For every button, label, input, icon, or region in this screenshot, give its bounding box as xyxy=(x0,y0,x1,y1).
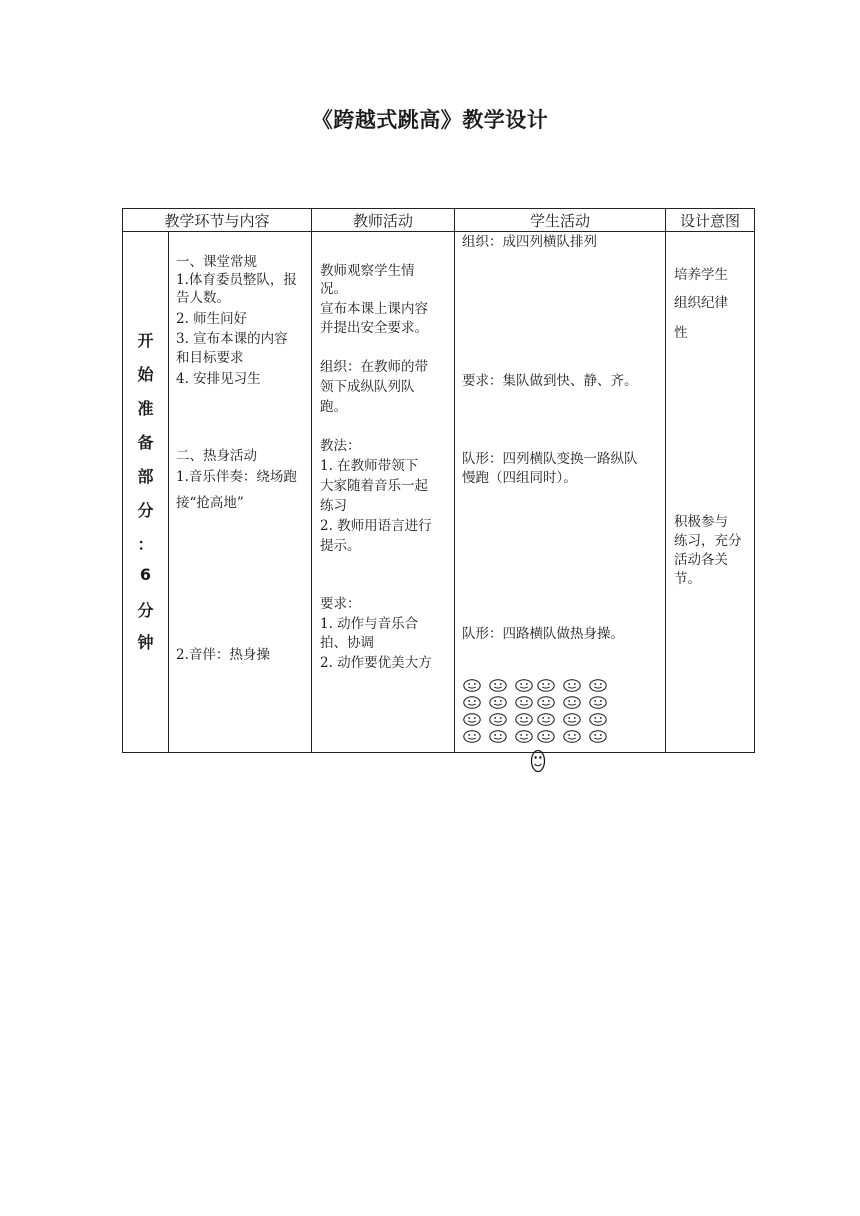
smiley-icon xyxy=(589,730,607,743)
student-cell xyxy=(455,232,666,753)
smiley-icon xyxy=(463,730,481,743)
intent-line: 积极参与 xyxy=(674,514,729,530)
student-line: 队形：四路横队做热身操。 xyxy=(462,626,625,642)
student-line: 慢跑（四组同时）。 xyxy=(462,470,577,486)
content-line: 4. 安排见习生 xyxy=(176,371,261,387)
intent-line: 培养学生 xyxy=(674,267,729,283)
table-header-row xyxy=(123,209,755,232)
content-line: 2. 师生问好 xyxy=(176,311,248,327)
teacher-line: 提示。 xyxy=(320,538,361,554)
smiley-icon xyxy=(463,696,481,709)
teacher-line: 1. 动作与音乐合 xyxy=(320,616,419,632)
teacher-cell xyxy=(312,232,455,753)
smiley-icon xyxy=(563,713,581,726)
content-line: 1.音乐伴奏：绕场跑 xyxy=(176,469,297,485)
smiley-icon xyxy=(563,696,581,709)
content-line: 二、热身活动 xyxy=(176,448,257,464)
section-char: ： xyxy=(137,535,154,554)
smiley-icon xyxy=(489,696,507,709)
intent-line: 性 xyxy=(674,325,688,341)
teacher-line: 拍、协调 xyxy=(320,635,375,651)
intent-line: 活动各关 xyxy=(674,552,729,568)
smiley-icon xyxy=(563,730,581,743)
teacher-line: 并提出安全要求。 xyxy=(320,320,429,336)
content-line: 和目标要求 xyxy=(176,350,244,366)
teacher-smiley-icon xyxy=(530,749,546,773)
section-char: 始 xyxy=(137,365,154,384)
content-line: 告人数。 xyxy=(176,290,230,306)
teacher-line: 要求： xyxy=(320,596,361,612)
student-line: 队形：四列横队变换一路纵队 xyxy=(462,451,638,467)
formation-row xyxy=(463,696,615,713)
document-title: 《跨越式跳高》教学设计 xyxy=(311,108,549,132)
section-char: 开 xyxy=(137,331,154,350)
smiley-icon xyxy=(515,696,533,709)
smiley-icon xyxy=(563,679,581,692)
teacher-line: 1. 在教师带领下 xyxy=(320,458,419,474)
formation-row xyxy=(463,730,615,747)
content-line: 接“抢高地” xyxy=(176,495,244,511)
content-line: 1.体育委员整队，报 xyxy=(176,272,297,288)
teacher-line: 教师观察学生情 xyxy=(320,263,415,279)
section-char: 分 xyxy=(137,501,154,520)
intent-cell xyxy=(666,232,755,753)
student-line: 组织：成四列横队排列 xyxy=(462,234,598,250)
student-formation xyxy=(463,679,615,747)
teacher-line: 组织：在教师的带 xyxy=(320,359,429,375)
formation-row xyxy=(463,713,615,730)
content-line: 一、课堂常规 xyxy=(176,254,257,270)
smiley-icon xyxy=(537,696,555,709)
teacher-line: 教法： xyxy=(320,438,361,454)
smiley-icon xyxy=(589,713,607,726)
student-line: 要求：集队做到快、静、齐。 xyxy=(462,373,638,389)
smiley-icon xyxy=(537,713,555,726)
smiley-icon xyxy=(463,713,481,726)
smiley-icon xyxy=(515,679,533,692)
teacher-line: 宣布本课上课内容 xyxy=(320,301,429,317)
smiley-icon xyxy=(515,730,533,743)
section-char: 钟 xyxy=(137,633,154,652)
content-line: 3. 宣布本课的内容 xyxy=(176,331,288,347)
table-row-warmup xyxy=(123,232,755,753)
content-cell xyxy=(169,232,312,753)
header-intent: 设计意图 xyxy=(666,209,755,232)
section-char: 部 xyxy=(137,467,154,486)
smiley-icon xyxy=(489,713,507,726)
intent-line: 节。 xyxy=(674,571,702,587)
intent-line: 组织纪律 xyxy=(674,295,729,311)
section-char: 分 xyxy=(137,601,154,620)
smiley-icon xyxy=(537,679,555,692)
smiley-icon xyxy=(589,679,607,692)
teacher-line: 跑。 xyxy=(320,399,348,415)
smiley-icon xyxy=(589,696,607,709)
teacher-line: 大家随着音乐一起 xyxy=(320,478,429,494)
lesson-plan-table xyxy=(122,208,755,753)
header-teacher: 教师活动 xyxy=(312,209,455,232)
teacher-line: 况。 xyxy=(320,281,348,297)
section-char: 备 xyxy=(137,433,154,452)
formation-row xyxy=(463,679,615,696)
section-char: 准 xyxy=(137,399,154,418)
teacher-line: 练习 xyxy=(320,498,348,514)
intent-line: 练习，充分 xyxy=(674,533,742,549)
teacher-line: 2. 动作要优美大方 xyxy=(320,655,432,671)
teacher-line: 2. 教师用语言进行 xyxy=(320,518,432,534)
smiley-icon xyxy=(537,730,555,743)
smiley-icon xyxy=(463,679,481,692)
smiley-icon xyxy=(489,730,507,743)
header-content: 教学环节与内容 xyxy=(123,209,312,232)
section-char: 6 xyxy=(139,565,152,584)
section-cell xyxy=(123,232,169,753)
smiley-icon xyxy=(489,679,507,692)
teacher-line: 领下成纵队列队 xyxy=(320,379,415,395)
header-student: 学生活动 xyxy=(455,209,666,232)
smiley-icon xyxy=(515,713,533,726)
content-line: 2.音伴：热身操 xyxy=(176,647,270,663)
